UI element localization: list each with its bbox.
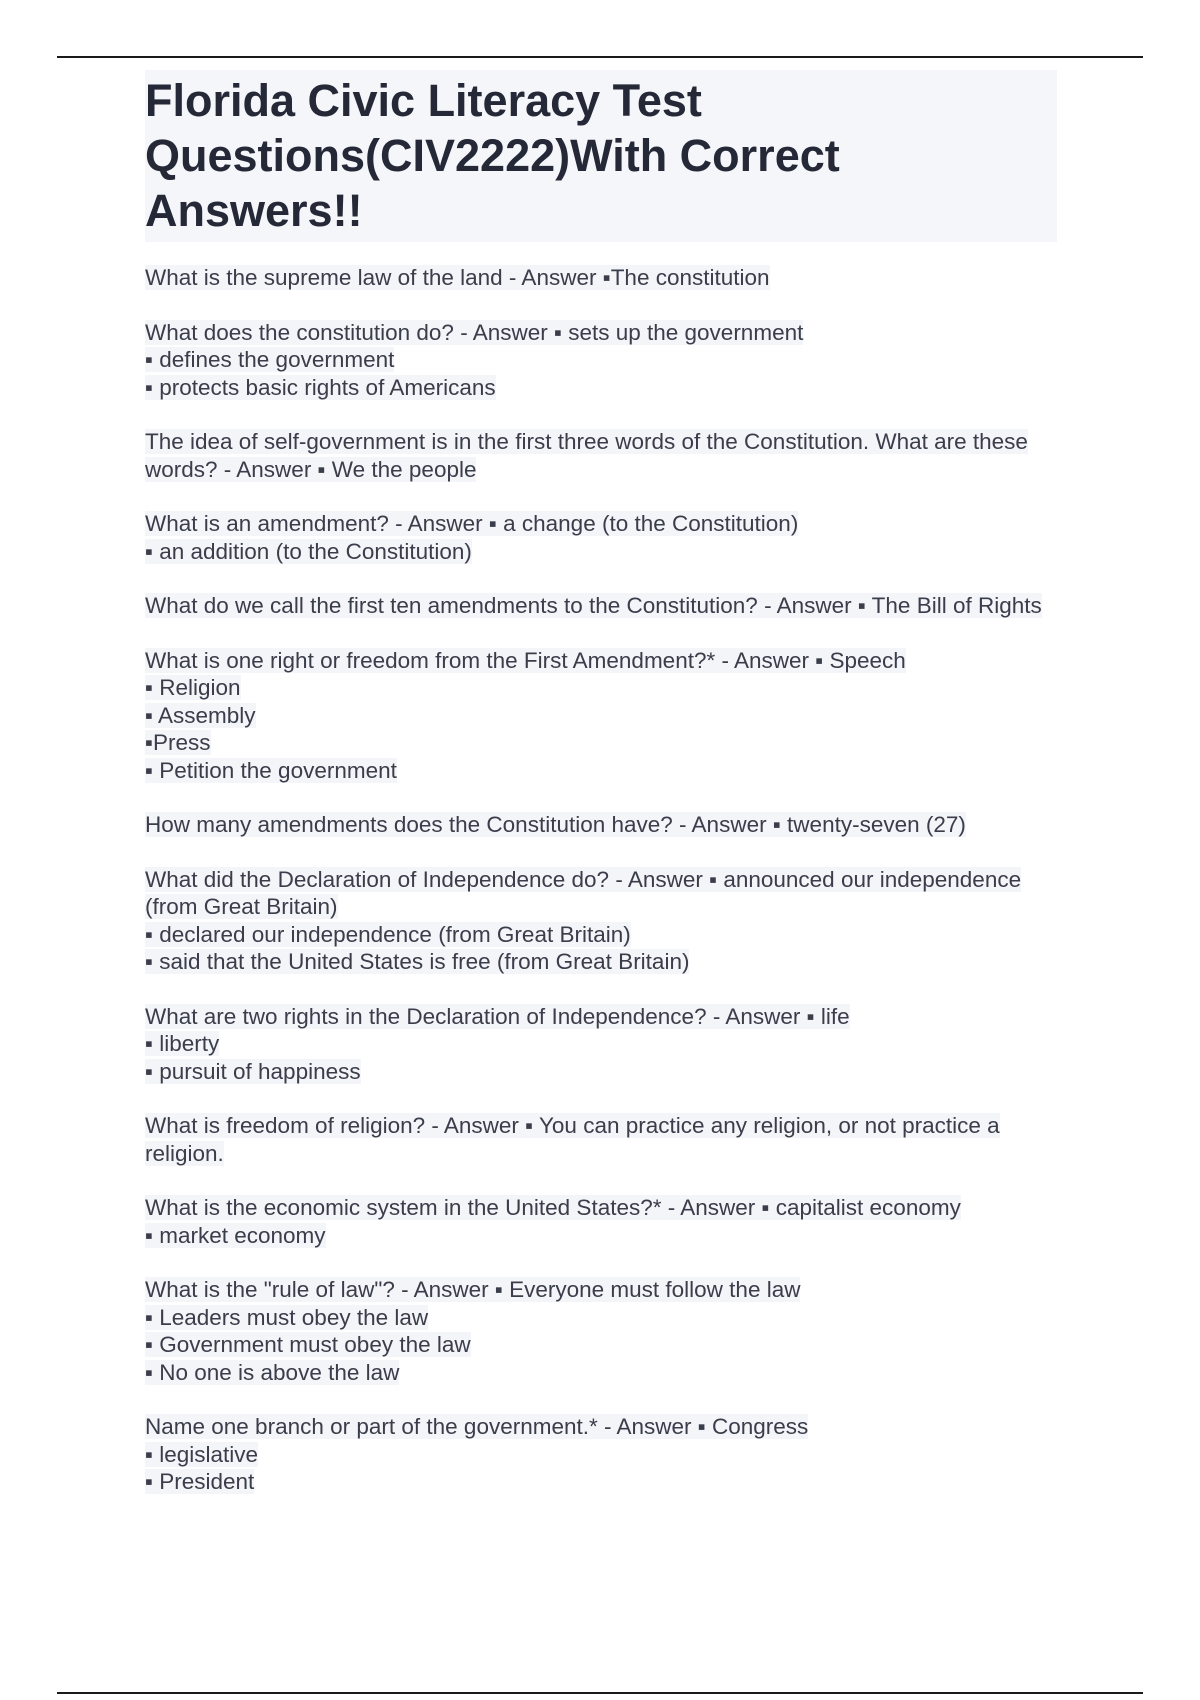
qa-question: What is the economic system in the United States?* - Answer ▪ capitalist economy bbox=[145, 1195, 961, 1220]
qa-answer-bullet: ▪ defines the government bbox=[145, 347, 395, 372]
qa-item bbox=[145, 811, 1057, 839]
qa-question: Name one branch or part of the government.* - Answer ▪ Congress bbox=[145, 1414, 809, 1439]
qa-item bbox=[145, 592, 1057, 620]
qa-item bbox=[145, 647, 1057, 785]
qa-item bbox=[145, 1003, 1057, 1086]
qa-answer-bullet: ▪ pursuit of happiness bbox=[145, 1058, 361, 1084]
qa-answer-bullet: ▪ Petition the government bbox=[145, 757, 397, 783]
document-title: Florida Civic Literacy Test Questions(CIV2222)With Correct Answers!! bbox=[145, 75, 840, 236]
qa-question: What is one right or freedom from the First Amendment?* - Answer ▪ Speech bbox=[145, 647, 906, 673]
qa-answer-bullet: ▪ Government must obey the law bbox=[145, 1332, 471, 1357]
qa-item bbox=[145, 428, 1057, 483]
qa-answer-bullet: ▪ protects basic rights of Americans bbox=[145, 374, 496, 400]
qa-answer-bullet: ▪ market economy bbox=[145, 1222, 326, 1248]
qa-answer-bullet: ▪ Assembly bbox=[145, 702, 256, 728]
qa-answer-bullet: ▪ an addition (to the Constitution) bbox=[145, 538, 472, 564]
qa-question: What are two rights in the Declaration of Independence? - Answer ▪ life bbox=[145, 1003, 850, 1029]
qa-item bbox=[145, 866, 1057, 976]
qa-question: What did the Declaration of Independence do? - Answer ▪ announced our independence (from Great Britain) bbox=[145, 866, 1022, 919]
qa-question: What do we call the first ten amendments to the Constitution? - Answer ▪ The Bill of Rights bbox=[145, 593, 1042, 618]
qa-item bbox=[145, 510, 1057, 565]
top-rule bbox=[57, 56, 1143, 58]
document-body bbox=[145, 70, 1057, 1523]
qa-answer-bullet: ▪ Religion bbox=[145, 675, 241, 700]
title-block bbox=[145, 70, 1057, 242]
qa-item bbox=[145, 1413, 1057, 1496]
bottom-rule bbox=[57, 1692, 1143, 1694]
qa-question: What is an amendment? - Answer ▪ a change (to the Constitution) bbox=[145, 511, 799, 536]
qa-list bbox=[145, 264, 1057, 1496]
qa-answer-bullet: ▪ liberty bbox=[145, 1031, 220, 1056]
qa-answer-bullet: ▪ declared our independence (from Great Britain) bbox=[145, 921, 631, 947]
qa-question: How many amendments does the Constitution have? - Answer ▪ twenty-seven (27) bbox=[145, 812, 966, 837]
qa-item bbox=[145, 264, 1057, 292]
qa-question: What is the "rule of law"? - Answer ▪ Everyone must follow the law bbox=[145, 1277, 801, 1302]
qa-question: The idea of self-government is in the first three words of the Constitution. What are these words? - Answer ▪ We the people bbox=[145, 429, 1028, 482]
qa-item bbox=[145, 319, 1057, 402]
qa-item bbox=[145, 1276, 1057, 1386]
qa-answer-bullet: ▪ legislative bbox=[145, 1441, 259, 1467]
qa-item bbox=[145, 1194, 1057, 1249]
qa-question: What is the supreme law of the land - Answer ▪The constitution bbox=[145, 265, 770, 290]
qa-answer-bullet: ▪ No one is above the law bbox=[145, 1359, 400, 1385]
qa-answer-bullet: ▪ said that the United States is free (from Great Britain) bbox=[145, 949, 690, 974]
qa-question: What does the constitution do? - Answer ▪ sets up the government bbox=[145, 319, 804, 345]
qa-question: What is freedom of religion? - Answer ▪ You can practice any religion, or not practice a religion. bbox=[145, 1113, 1000, 1166]
qa-answer-bullet: ▪Press bbox=[145, 730, 211, 755]
qa-item bbox=[145, 1112, 1057, 1167]
qa-answer-bullet: ▪ President bbox=[145, 1469, 255, 1494]
qa-answer-bullet: ▪ Leaders must obey the law bbox=[145, 1304, 429, 1330]
